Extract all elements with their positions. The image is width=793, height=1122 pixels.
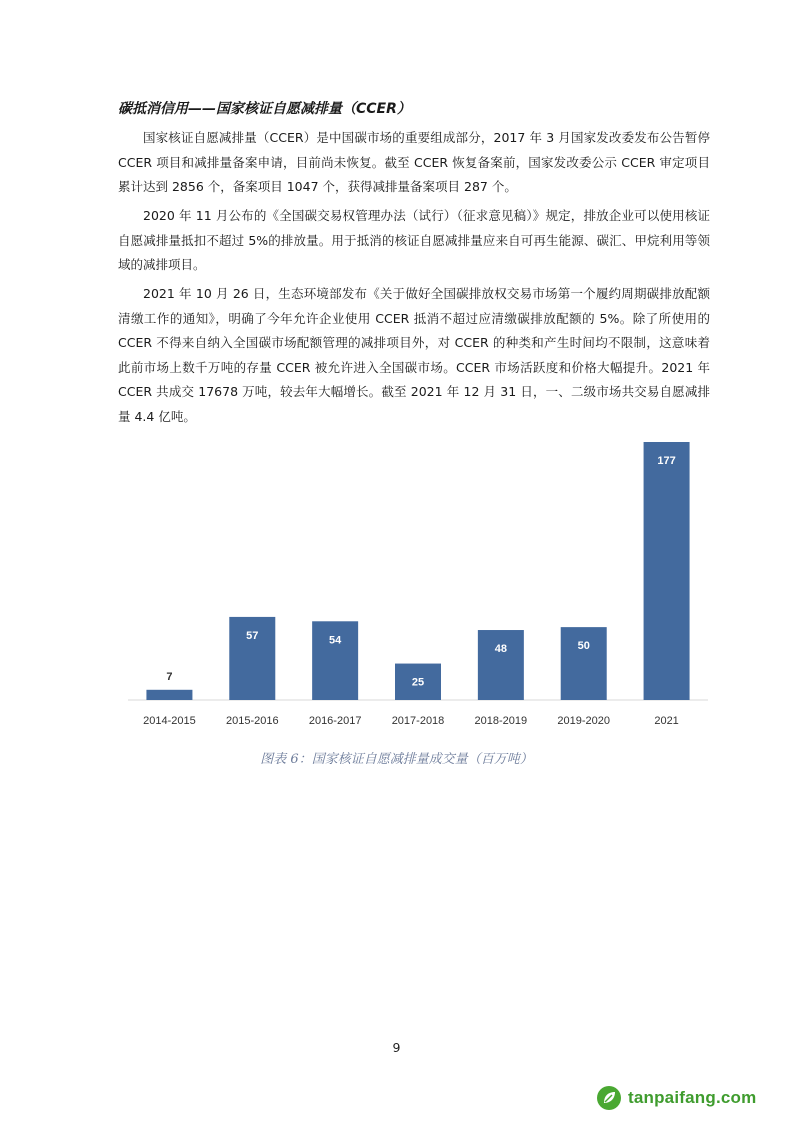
x-tick-label-2016-2017: 2016-2017 xyxy=(308,715,362,727)
bar-chart-svg xyxy=(118,430,718,740)
x-tick-label-2015-2016: 2015-2016 xyxy=(225,715,279,727)
paragraph-2020-rules: 2020 年 11 月公布的《全国碳交易权管理办法（试行）（征求意见稿）》规定，排放企业可以使用核证自愿减排量抵扣不超过 5%的排放量。用于抵消的核证自愿减排量应来自可再生能源、碳汇、甲烷利用等领域的减排项目。 xyxy=(118,208,710,272)
data-label-2016-2017: 54 xyxy=(329,634,342,647)
paragraph-ccer-intro: 国家核证自愿减排量（CCER）是中国碳市场的重要组成部分，2017 年 3 月国家发改委发布公告暂停 CCER 项目和减排量备案申请，目前尚未恢复。截至 CCER 恢复备案前，国家发改委公示 CCER 审定项目累计达到 2856 个，备案项目 1047 个，获得减排量备案项目 287 个。 xyxy=(118,130,710,194)
data-label-2021: 177 xyxy=(657,455,676,467)
site-watermark[interactable] xyxy=(596,1085,756,1111)
data-label-2018-2019: 48 xyxy=(494,643,507,656)
x-tick-label-2019-2020: 2019-2020 xyxy=(557,715,611,727)
section-heading: 碳抵消信用——国家核证自愿减排量（CCER） xyxy=(118,101,411,117)
bar-2016-2017 xyxy=(312,621,358,700)
bar-2021 xyxy=(644,442,690,700)
leaf-logo-icon xyxy=(596,1085,622,1111)
x-tick-label-2018-2019: 2018-2019 xyxy=(474,715,528,727)
x-tick-label-2017-2018: 2017-2018 xyxy=(391,715,445,727)
data-label-2014-2015: 7 xyxy=(166,670,173,683)
data-label-2015-2016: 57 xyxy=(246,629,259,642)
ccer-volume-chart xyxy=(118,430,718,740)
x-tick-label-2021: 2021 xyxy=(654,715,679,727)
data-label-2017-2018: 25 xyxy=(411,676,425,689)
x-tick-label-2014-2015: 2014-2015 xyxy=(143,715,196,727)
paragraph-2021-notice: 2021 年 10 月 26 日，生态环境部发布《关于做好全国碳排放权交易市场第一个履约周期碳排放配额清缴工作的通知》，明确了今年允许企业使用 CCER 抵消不超过应清缴碳排放配额的 5%。除了所使用的 CCER 不得来自纳入全国碳市场配额管理的减排项目外，对 CCER 的种类和产生时间均不限制，这意味着此前市场上数千万吨的存量 CCER 被允许进入全国碳市场。CCER 市场活跃度和价格大幅提升。2021 年 CCER 共成交 17678 万吨，较去年大幅增长。截至 2021 年 12 月 31 日，一、二级市场共交易自愿减排量 4.4 亿吨。 xyxy=(118,286,710,424)
page-number: 9 xyxy=(392,1040,401,1055)
bar-2014-2015 xyxy=(146,690,192,700)
data-label-2019-2020: 50 xyxy=(577,640,590,653)
bar-2019-2020 xyxy=(561,627,607,700)
watermark-text: tanpaifang.com xyxy=(628,1088,757,1107)
chart-caption: 图表 6：国家核证自愿减排量成交量（百万吨） xyxy=(260,752,533,767)
bar-2018-2019 xyxy=(478,630,524,700)
